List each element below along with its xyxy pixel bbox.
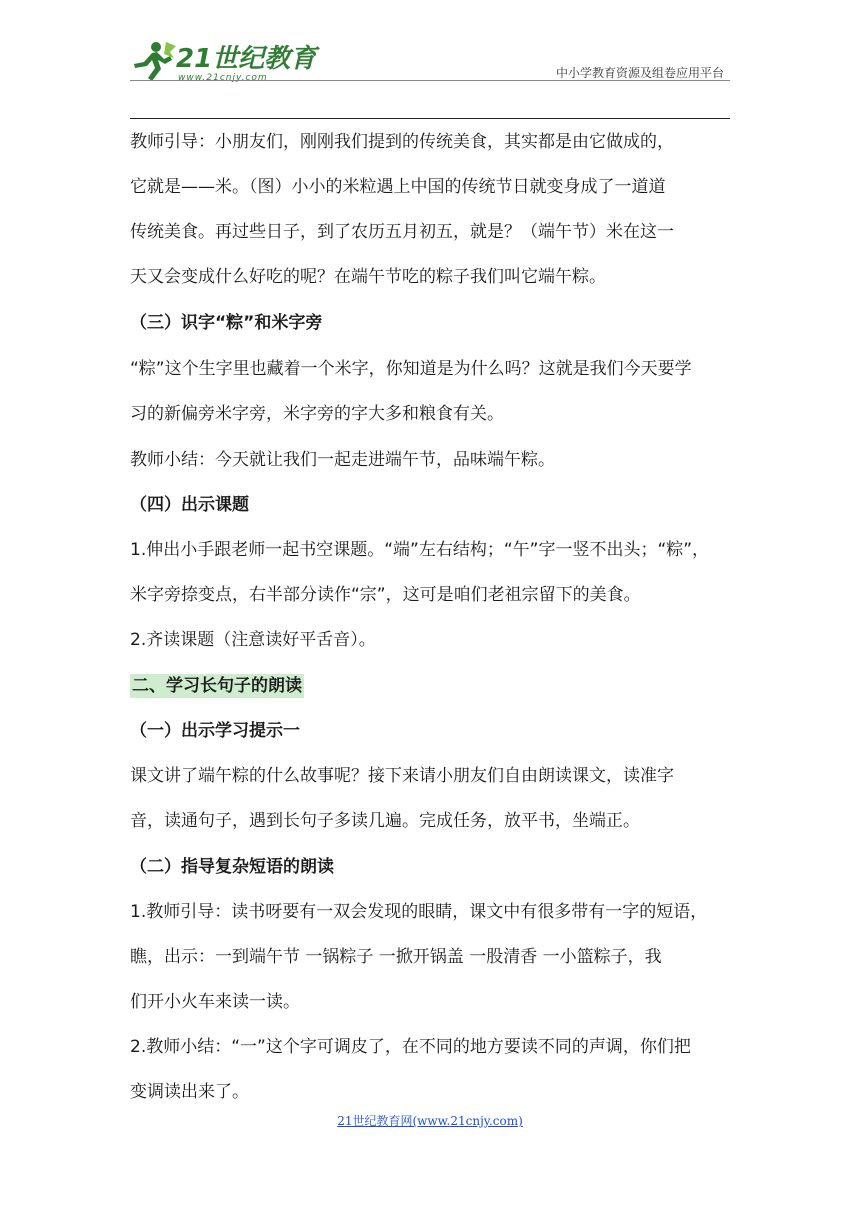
paragraph-line: 2.齐读课题（注意读好平舌音）。	[130, 630, 376, 650]
paragraph-line: 教师引导：小朋友们，刚刚我们提到的传统美食，其实都是由它做成的，	[130, 132, 674, 152]
logo-wordmark: 21世纪教育	[176, 44, 317, 74]
paragraph-line: “粽”这个生字里也藏着一个米字，你知道是为什么吗？这就是我们今天要学	[130, 359, 692, 379]
site-logo[interactable]	[130, 38, 317, 84]
section-heading: （四）出示课题	[130, 495, 249, 515]
page-footer	[0, 1112, 860, 1129]
page-header	[130, 34, 730, 90]
paragraph-line: 2.教师小结：“一”这个字可调皮了，在不同的地方要读不同的声调，你们把	[130, 1037, 691, 1057]
paragraph-line: 瞧，出示：一到端午节 一锅粽子 一掀开锅盖 一股清香 一小篮粽子，我	[130, 947, 662, 967]
paragraph-line: 们开小火车来读一读。	[130, 992, 300, 1012]
paragraph-line: 习的新偏旁米字旁，米字旁的字大多和粮食有关。	[130, 404, 504, 424]
section-heading: （三）识字“粽”和米字旁	[130, 313, 323, 333]
header-tagline: 中小学教育资源及组卷应用平台	[555, 66, 724, 80]
section-heading: （一）出示学习提示一	[130, 721, 300, 741]
logo-url: www.21cnjy.com	[178, 73, 268, 83]
paragraph-line: 传统美食。再过些日子，到了农历五月初五，就是？（端午节）米在这一	[130, 222, 674, 242]
running-figure-icon	[130, 38, 178, 84]
paragraph-line: 它就是——米。（图）小小的米粒遇上中国的传统节日就变身成了一道道	[130, 177, 666, 197]
major-heading: 二、学习长句子的朗读	[132, 676, 302, 696]
footer-link[interactable]: 21世纪教育网(www.21cnjy.com)	[337, 1114, 523, 1128]
paragraph-line: 音，读通句子，遇到长句子多读几遍。完成任务，放平书，坐端正。	[130, 811, 640, 831]
paragraph-line: 变调读出来了。	[130, 1082, 249, 1102]
paragraph-line: 1.教师引导：读书呀要有一双会发现的眼睛，课文中有很多带有一字的短语，	[130, 902, 708, 922]
paragraph-line: 教师小结：今天就让我们一起走进端午节，品味端午粽。	[130, 450, 555, 470]
paragraph-line: 课文讲了端午粽的什么故事呢？接下来请小朋友们自由朗读课文，读准字	[130, 766, 674, 786]
header-divider-thin	[130, 80, 730, 81]
section-heading: （二）指导复杂短语的朗读	[130, 857, 334, 877]
paragraph-line: 米字旁捺变点，右半部分读作“宗”，这可是咱们老祖宗留下的美食。	[130, 585, 641, 605]
header-divider	[130, 118, 730, 119]
major-heading-line	[130, 664, 732, 709]
paragraph-line: 1.伸出小手跟老师一起书空课题。“端”左右结构；“午”字一竖不出头；“粽”，	[130, 540, 710, 560]
paragraph-line: 天又会变成什么好吃的呢？在端午节吃的粽子我们叫它端午粽。	[130, 267, 606, 287]
